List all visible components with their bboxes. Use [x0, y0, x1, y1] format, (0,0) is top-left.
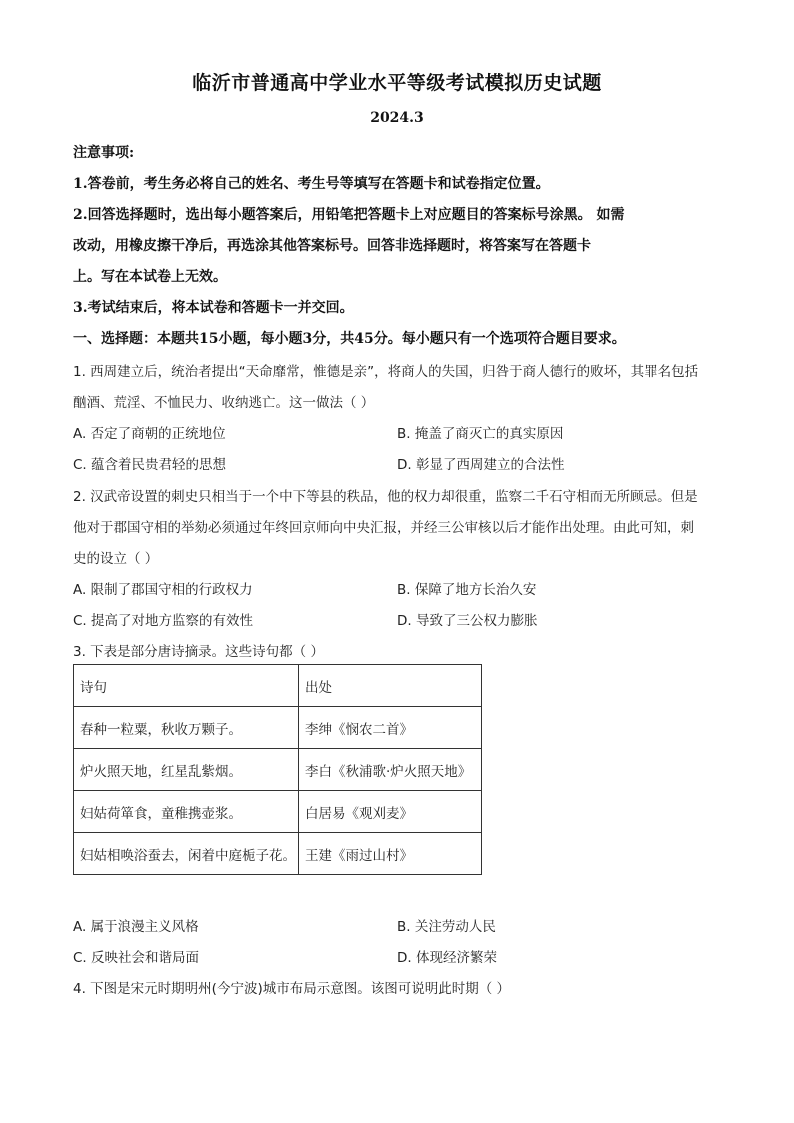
- table-row: [74, 833, 482, 875]
- notes-item-1: 1.答卷前，考生务必将自己的姓名、考生号等填写在答题卡和试卷指定位置。: [73, 176, 550, 192]
- notes-item-2-line-3: 上。写在本试卷上无效。: [73, 269, 227, 285]
- exam-date: 2024.3: [370, 110, 424, 126]
- notes-heading: 注意事项:: [73, 145, 135, 161]
- q3-option-c: C. 反映社会和谐局面: [73, 950, 200, 966]
- q3-option-b: B. 关注劳动人民: [397, 919, 496, 935]
- notes-item-3: 3.考试结束后，将本试卷和答题卡一并交回。: [73, 300, 354, 316]
- q2-option-a: A. 限制了郡国守相的行政权力: [73, 582, 253, 598]
- notes-item-2-line-1: 2.回答选择题时，选出每小题答案后，用铅笔把答题卡上对应题目的答案标号涂黑。 如需: [73, 207, 625, 223]
- q1-option-d: D. 彰显了西周建立的合法性: [397, 457, 565, 473]
- q2-option-c: C. 提高了对地方监察的有效性: [73, 613, 254, 629]
- q2-option-b: B. 保障了地方长治久安: [397, 582, 537, 598]
- table-cell-source: 李白《秋浦歌·炉火照天地》: [299, 749, 482, 791]
- q3-option-d: D. 体现经济繁荣: [397, 950, 497, 966]
- table-cell-verse: 春种一粒粟，秋收万颗子。: [74, 707, 299, 749]
- q1-stem-line-2: 酗酒、荒淫、不恤民力、收纳逃亡。这一做法（ ）: [73, 395, 375, 411]
- poem-table: [73, 664, 482, 875]
- table-cell-source: 白居易《观刈麦》: [299, 791, 482, 833]
- q1-option-c: C. 蕴含着民贵君轻的思想: [73, 457, 227, 473]
- table-header-cell: 出处: [299, 665, 482, 707]
- table-header-row: [74, 665, 482, 707]
- q1-stem-line-1: 1. 西周建立后，统治者提出“天命靡常，惟德是亲”，将商人的失国，归咎于商人德行的败坏，其罪名包括: [73, 364, 699, 380]
- table-row: [74, 749, 482, 791]
- q4-stem-line-1: 4. 下图是宋元时期明州(今宁波)城市布局示意图。该图可说明此时期（ ）: [73, 981, 510, 997]
- q1-option-a: A. 否定了商朝的正统地位: [73, 426, 226, 442]
- table-cell-verse: 妇姑荷箪食，童稚携壶浆。: [74, 791, 299, 833]
- q2-stem-line-2: 他对于郡国守相的举劾必须通过年终回京师向中央汇报，并经三公审核以后才能作出处理。由此可知，刺: [73, 520, 694, 536]
- table-cell-verse: 妇姑相唤浴蚕去，闲着中庭栀子花。: [74, 833, 299, 875]
- table-row: [74, 707, 482, 749]
- table-row: [74, 791, 482, 833]
- q3-stem-line-1: 3. 下表是部分唐诗摘录。这些诗句都（ ）: [73, 644, 324, 660]
- section-1-heading: 一、选择题：本题共15小题，每小题3分，共45分。每小题只有一个选项符合题目要求。: [73, 331, 626, 347]
- table-cell-source: 李绅《悯农二首》: [299, 707, 482, 749]
- exam-title: 临沂市普通高中学业水平等级考试模拟历史试题: [192, 72, 602, 94]
- notes-item-2-line-2: 改动，用橡皮擦干净后，再选涂其他答案标号。回答非选择题时，将答案写在答题卡: [73, 238, 591, 254]
- table-cell-source: 王建《雨过山村》: [299, 833, 482, 875]
- q2-option-d: D. 导致了三公权力膨胀: [397, 613, 538, 629]
- q2-stem-line-3: 史的设立（ ）: [73, 551, 159, 567]
- table-cell-verse: 炉火照天地，红星乱紫烟。: [74, 749, 299, 791]
- table-header-cell: 诗句: [74, 665, 299, 707]
- q1-option-b: B. 掩盖了商灭亡的真实原因: [397, 426, 564, 442]
- q2-stem-line-1: 2. 汉武帝设置的刺史只相当于一个中下等县的秩品，他的权力却很重，监察二千石守相而无所顾忌。但是: [73, 489, 698, 505]
- q3-option-a: A. 属于浪漫主义风格: [73, 919, 199, 935]
